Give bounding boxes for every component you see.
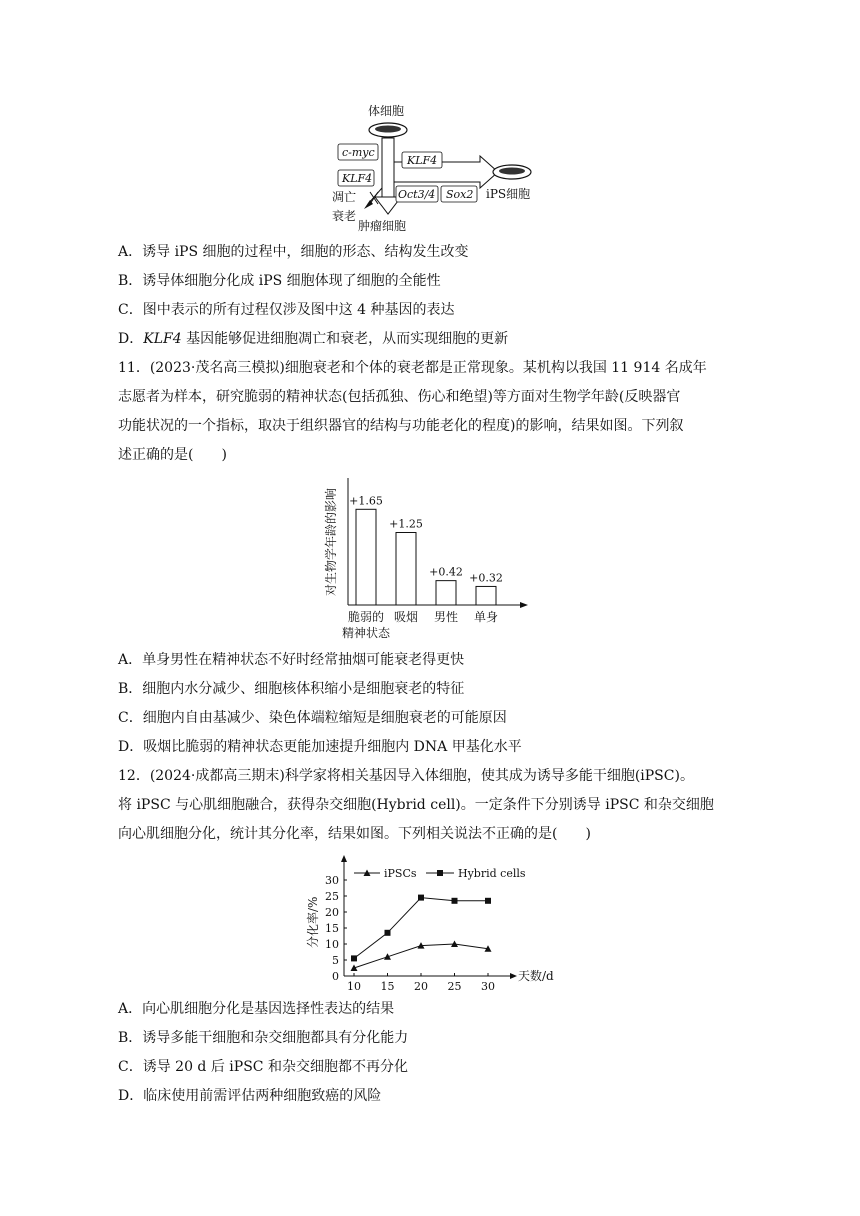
option-letter: A． [118, 1001, 143, 1017]
hybrid-cells-point [485, 898, 491, 904]
hybrid-cells-point [385, 930, 391, 936]
category-label: 脆弱的 [347, 610, 385, 624]
option-letter: C． [118, 710, 143, 726]
y-tick-label: 10 [325, 938, 339, 951]
option-letter: C． [118, 302, 143, 318]
y-axis-label: 对生物学年龄的影响 [324, 487, 338, 596]
category-label: 单身 [473, 610, 499, 624]
bar-3 [436, 581, 456, 605]
bar-data-label: +0.42 [429, 565, 463, 579]
q11-option-d [118, 737, 522, 757]
q11-stem-line: 志愿者为样本，研究脆弱的精神状态(包括孤独、伤心和绝望)等方面对生物学年龄(反映器官 [118, 389, 681, 405]
q12-option-a [118, 999, 394, 1019]
option-letter: B． [118, 273, 143, 289]
option-text: 诱导 20 d 后 iPSC 和杂交细胞都不再分化 [142, 1059, 408, 1075]
x-tick-label: 25 [447, 980, 462, 993]
q11-option-c [118, 708, 507, 728]
option-letter: B． [118, 681, 143, 697]
q10-option-d [118, 329, 508, 349]
y-tick-label: 5 [332, 954, 339, 967]
gene-klf4-right: KLF4 [407, 154, 438, 167]
option-text: 细胞内自由基减少、染色体端粒缩短是细胞衰老的可能原因 [142, 710, 507, 726]
y-tick-label: 15 [325, 922, 339, 935]
bar-1 [356, 509, 376, 605]
x-tick-label: 20 [414, 980, 428, 993]
q10-option-b [118, 271, 441, 291]
y-tick-label: 20 [325, 906, 339, 919]
option-text: 诱导体细胞分化成 iPS 细胞体现了细胞的全能性 [142, 273, 441, 289]
option-text: 诱导多能干细胞和杂交细胞都具有分化能力 [142, 1030, 409, 1046]
ipscs-point [351, 965, 358, 972]
ips-cell-colony [499, 168, 525, 175]
bar-data-label: +1.65 [349, 494, 383, 508]
hybrid-cells-point [351, 955, 357, 961]
x-tick-label: 15 [380, 980, 395, 993]
series-line-hybrid-cells [354, 898, 488, 959]
gene-oct: Oct3/4 [398, 188, 436, 201]
option-letter: A． [118, 244, 143, 260]
hybrid-cells-point [418, 895, 424, 901]
option-text: 基因能够促进细胞凋亡和衰老，从而实现细胞的更新 [181, 331, 509, 347]
q12-option-c [118, 1057, 408, 1077]
y-tick-label: 30 [325, 874, 339, 887]
option-letter: D． [118, 331, 144, 347]
option-text: 诱导 iPS 细胞的过程中，细胞的形态、结构发生改变 [142, 244, 469, 260]
q11-stem-line: 述正确的是( ) [118, 447, 227, 463]
hybrid-cells-point [452, 898, 458, 904]
x-tick-label: 10 [347, 980, 361, 993]
option-letter: A． [118, 652, 143, 668]
senescence-label: 衰老 [332, 209, 357, 223]
y-axis-label: 分化率/% [306, 896, 320, 948]
legend-label-hybrid-cells: Hybrid cells [458, 867, 526, 880]
x-tick-label: 30 [481, 980, 495, 993]
category-label: 吸烟 [393, 610, 419, 624]
gene-cmyc: c-myc [342, 146, 375, 159]
vertical-arrow-shaft [382, 138, 394, 198]
option-letter: C． [118, 1059, 143, 1075]
option-letter: B． [118, 1030, 143, 1046]
option-text: 图中表示的所有过程仅涉及图中这 4 种基因的表达 [142, 302, 455, 318]
option-gene: KLF4 [143, 331, 182, 347]
q11-stem-line: 功能状况的一个指标，取决于组织器官的结构与功能老化的程度)的影响，结果如图。下列叙 [118, 418, 684, 434]
category-label: 精神状态 [341, 626, 391, 640]
category-label: 男性 [433, 610, 459, 624]
y-tick-label: 0 [332, 970, 339, 983]
option-text: 吸烟比脆弱的精神状态更能加速提升细胞内 DNA 甲基化水平 [143, 739, 522, 755]
q11-option-b [118, 679, 464, 699]
gene-klf4-left: KLF4 [342, 172, 373, 185]
somatic-cell-colony [375, 126, 401, 133]
legend-marker-hybrid-cells [437, 870, 443, 876]
tumor-cell-label: 肿瘤细胞 [358, 219, 407, 233]
q11-option-a [118, 650, 464, 670]
q10-option-c [118, 300, 455, 320]
legend-label-ipscs: iPSCs [384, 867, 417, 880]
bar-data-label: +0.32 [469, 571, 503, 585]
apoptosis-label: 凋亡 [332, 190, 357, 204]
q12-stem-line: 向心肌细胞分化，统计其分化率，结果如图。下列相关说法不正确的是( ) [118, 826, 591, 842]
option-text: 单身男性在精神状态不好时经常抽烟可能衰老得更快 [142, 652, 465, 668]
q12-option-b [118, 1028, 408, 1048]
y-axis-arrowhead [341, 855, 347, 862]
q12-stem-line: 12．(2024·成都高三期末)科学家将相关基因导入体细胞，使其成为诱导多能干细胞(iPSC)。 [118, 768, 694, 784]
option-text: 临床使用前需评估两种细胞致癌的风险 [143, 1088, 382, 1104]
x-axis-arrowhead [520, 602, 528, 608]
ips-cell-label: iPS细胞 [486, 187, 531, 201]
line-chart [300, 858, 560, 993]
bar-chart [320, 478, 540, 643]
bar-4 [476, 586, 496, 605]
bar-data-label: +1.25 [389, 517, 423, 531]
ipscs-point [384, 953, 391, 960]
q12-option-d [118, 1086, 381, 1106]
option-letter: D． [118, 739, 144, 755]
q11-stem-line: 11．(2023·茂名高三模拟)细胞衰老和个体的衰老都是正常现象。某机构以我国 11 914 名成年 [118, 360, 707, 376]
option-text: 向心肌细胞分化是基因选择性表达的结果 [142, 1001, 395, 1017]
y-tick-label: 25 [325, 890, 339, 903]
gene-sox: Sox2 [446, 188, 474, 201]
somatic-cell-label: 体细胞 [368, 104, 405, 118]
q12-stem-line: 将 iPSC 与心肌细胞融合，获得杂交细胞(Hybrid cell)。一定条件下分别诱导 iPSC 和杂交细胞 [118, 797, 714, 813]
ips-induction-diagram [320, 100, 550, 235]
q10-option-a [118, 242, 469, 262]
x-axis-label: 天数/d [518, 969, 554, 983]
option-letter: D． [118, 1088, 144, 1104]
x-axis-arrowhead [510, 973, 517, 979]
option-text: 细胞内水分减少、细胞核体积缩小是细胞衰老的特征 [142, 681, 465, 697]
bar-2 [396, 533, 416, 606]
